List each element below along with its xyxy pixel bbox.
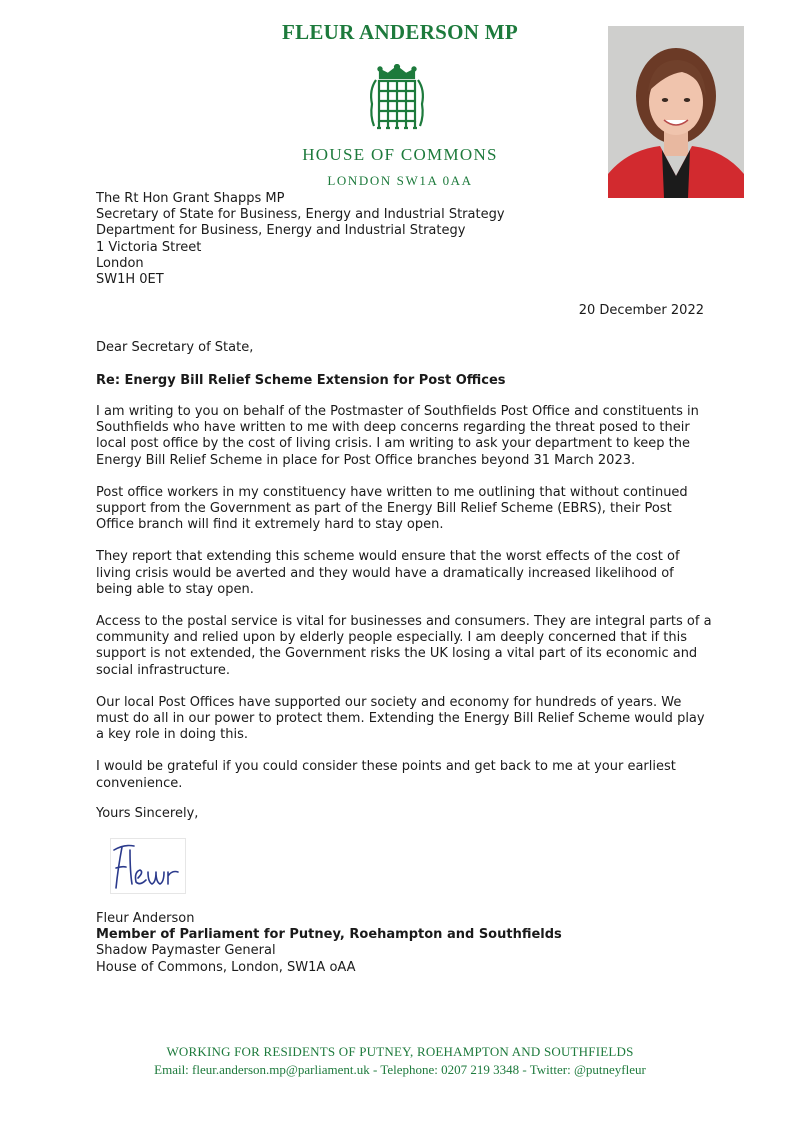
- house-of-commons-label: HOUSE OF COMMONS: [302, 145, 498, 164]
- salutation: Dear Secretary of State,: [96, 340, 254, 355]
- body-paragraph: They report that extending this scheme would ensure that the worst effects of the cost of living crisis would be averted and they would have a dramatically increased likelihood of being able to stay open.: [96, 549, 680, 597]
- recipient-line: SW1H 0ET: [96, 272, 164, 288]
- body-paragraph: Access to the postal service is vital for businesses and consumers. They are integral parts of a community and relied upon by elderly people especially. I am deeply concerned that if this support is not extended, the Government risks the UK losing a vital part of its economic and social infrastructure.: [96, 614, 712, 678]
- recipient-line: The Rt Hon Grant Shapps MP: [96, 191, 285, 206]
- signer-block: [96, 911, 562, 976]
- recipient-line: Department for Business, Energy and Industrial Strategy: [96, 223, 466, 239]
- body-paragraph: Post office workers in my constituency have written to me outlining that without continued support from the Government as part of the Energy Bill Relief Scheme (EBRS), their Post Office branch will find it extremely hard to stay open.: [96, 484, 688, 533]
- letter-date: 20 December 2022: [578, 303, 704, 318]
- body-paragraph: I would be grateful if you could consider these points and get back to me at your earliest convenience.: [96, 759, 676, 791]
- footer-contact: Email: fleur.anderson.mp@parliament.uk - Telephone: 0207 219 3348 - Twitter: @putneyfleur: [154, 1062, 646, 1077]
- header-address: LONDON SW1A 0AA: [327, 173, 473, 188]
- body-paragraph: I am writing to you on behalf of the Postmaster of Southfields Post Office and constituents in Southfields who have written to me with deep concerns regarding the threat posed to their local post office by the cost of living crisis. I am writing to ask your department to keep the Energy Bill Relief Scheme in place for Post Office branches beyond 31 March 2023.: [96, 404, 699, 468]
- footer-tagline: WORKING FOR RESIDENTS OF PUTNEY, ROEHAMPTON AND SOUTHFIELDS: [166, 1044, 634, 1059]
- signer-address: House of Commons, London, SW1A oAA: [96, 959, 356, 975]
- signoff: Yours Sincerely,: [96, 806, 199, 821]
- handwritten-signature: [110, 838, 186, 894]
- subject-line: Re: Energy Bill Relief Scheme Extension for Post Offices: [96, 373, 506, 388]
- portrait-photo: [608, 26, 744, 198]
- recipient-line: 1 Victoria Street: [96, 239, 202, 255]
- mp-name-heading: FLEUR ANDERSON MP: [281, 20, 519, 44]
- body-paragraph: Our local Post Offices have supported our society and economy for hundreds of years. We must do all in our power to protect them. Extending the Energy Bill Relief Scheme would play a key role in doing this.: [96, 694, 705, 743]
- signer-name: Fleur Anderson: [96, 911, 195, 926]
- signer-role: Member of Parliament for Putney, Roehampton and Southfields: [96, 927, 562, 943]
- recipient-line: London: [96, 255, 144, 271]
- letter-body: [96, 404, 712, 808]
- recipient-address: [96, 191, 505, 288]
- portcullis-icon: [366, 64, 428, 136]
- recipient-line: Secretary of State for Business, Energy and Industrial Strategy: [96, 207, 505, 223]
- signer-title: Shadow Paymaster General: [96, 943, 276, 959]
